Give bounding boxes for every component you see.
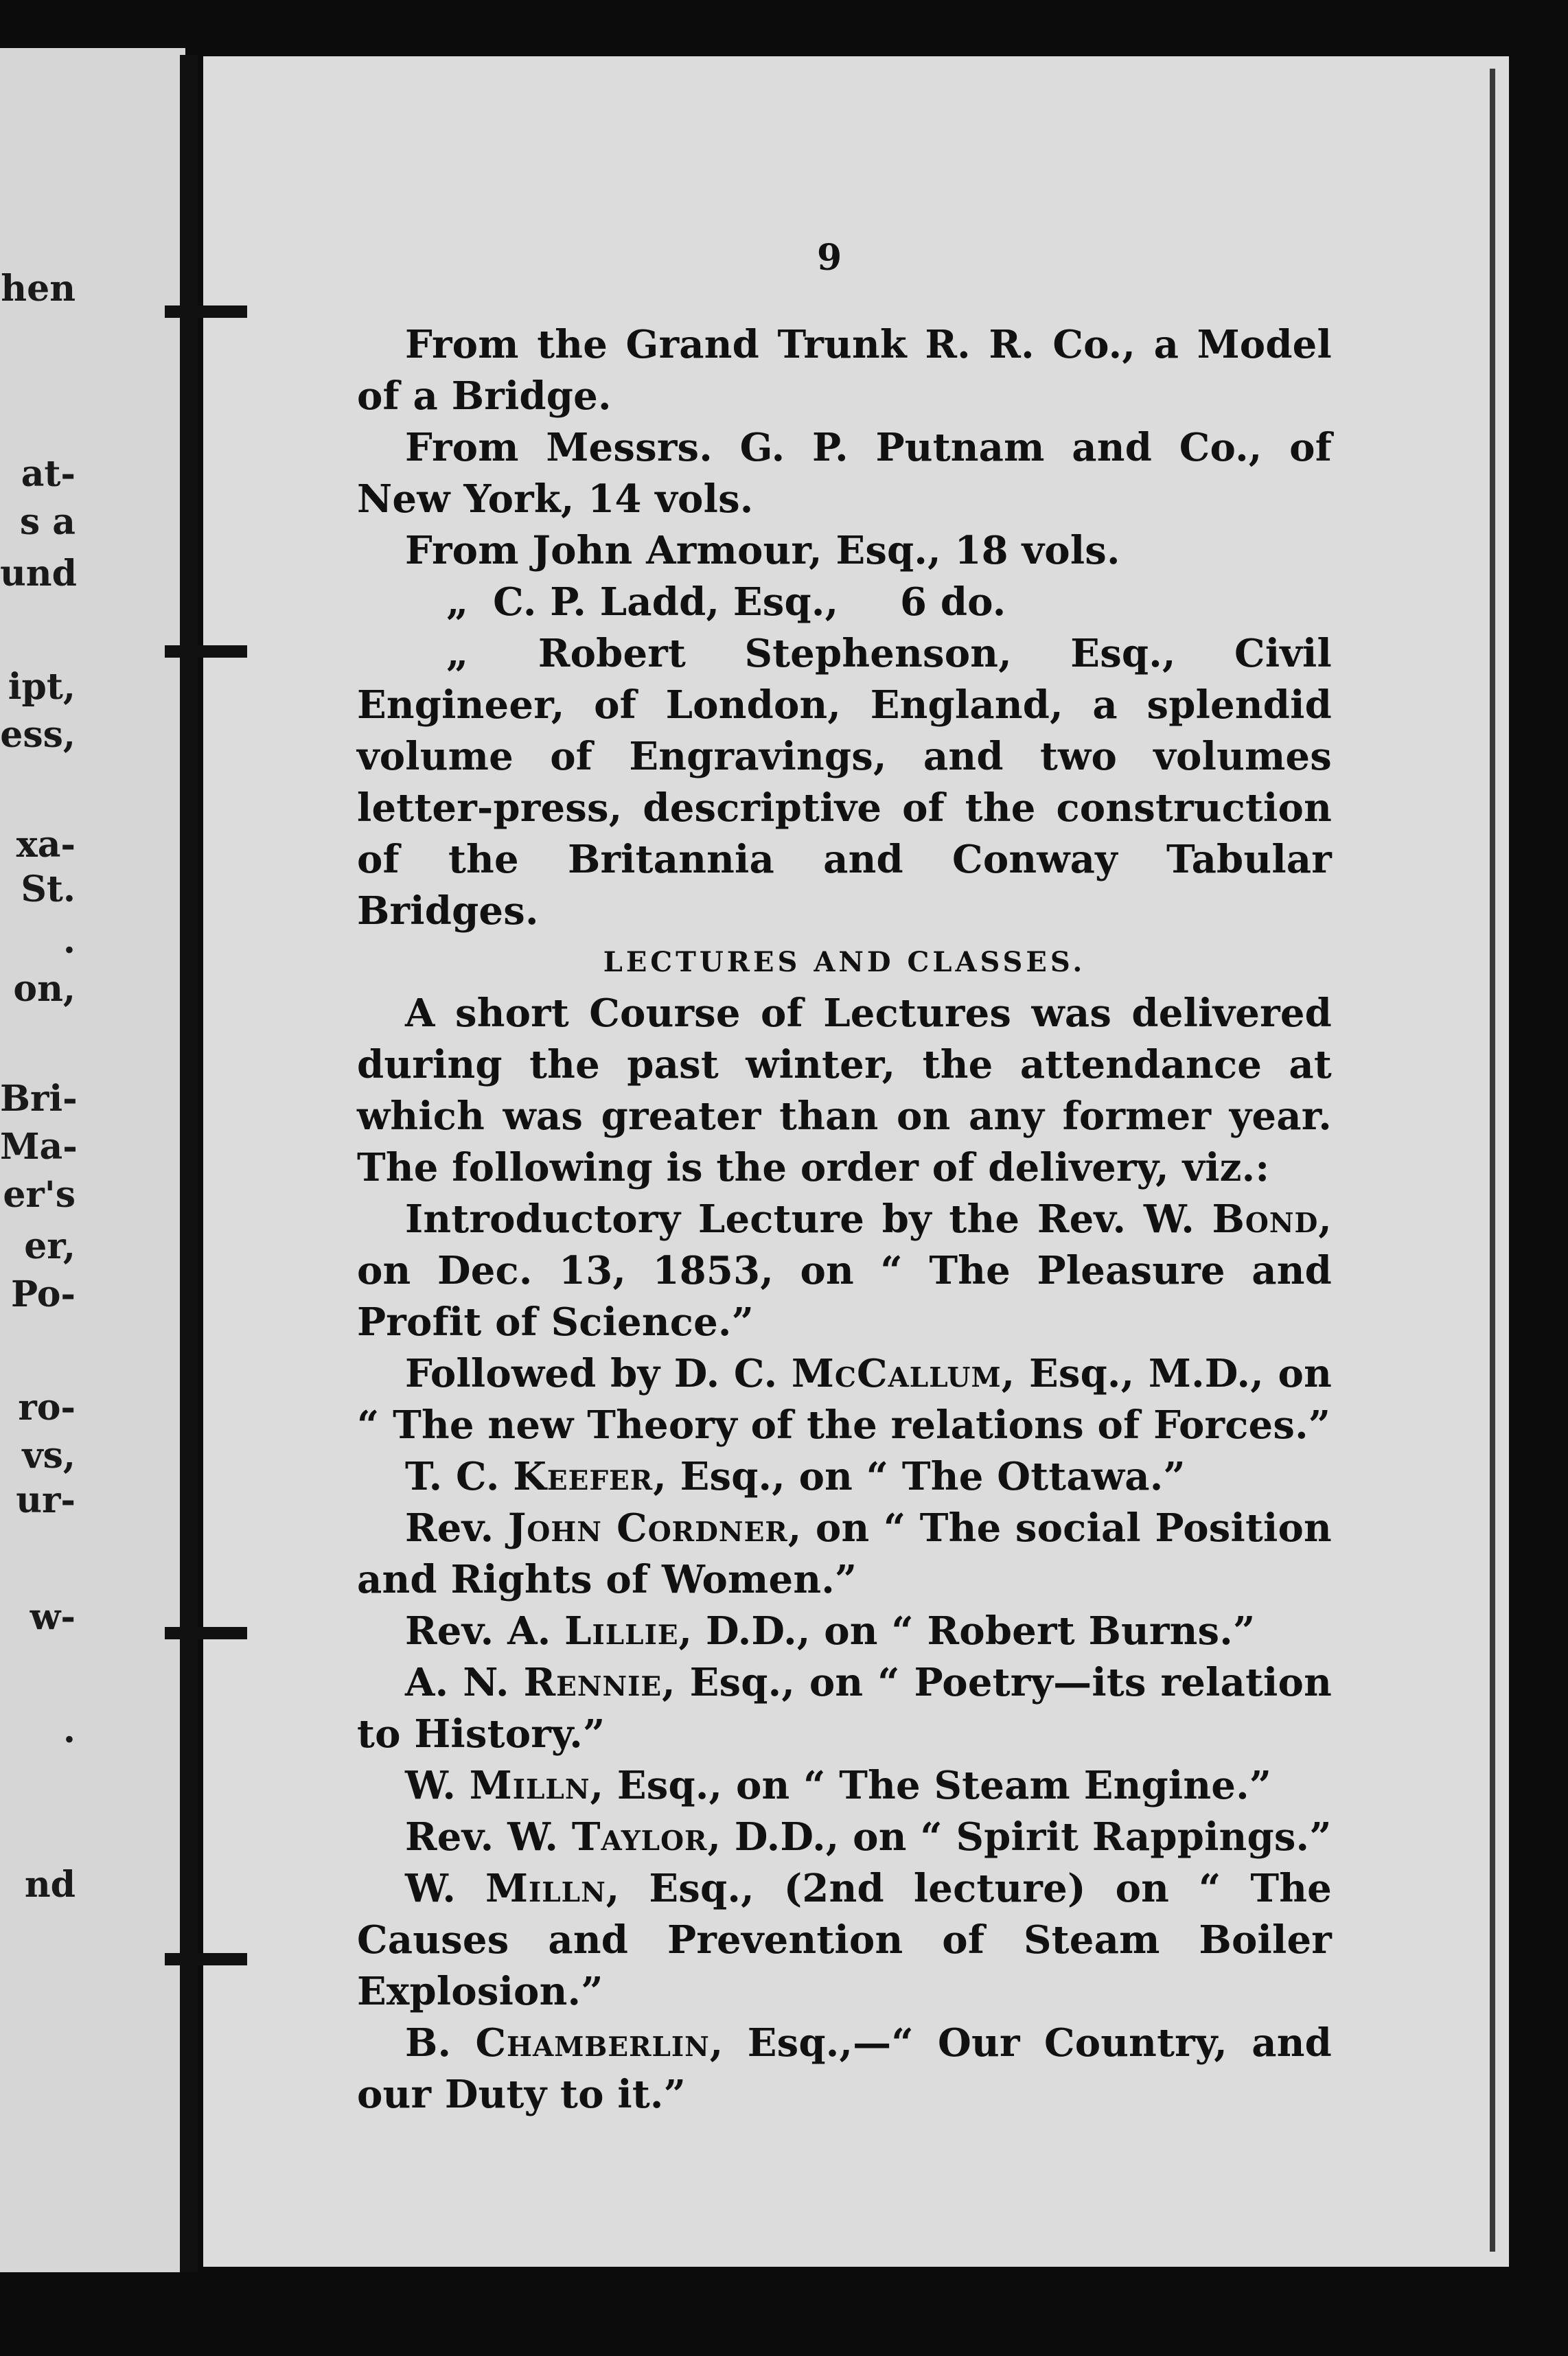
lecture-prefix: T. C. <box>405 1454 514 1499</box>
lecture-list <box>357 1194 1332 2121</box>
lecturer-name: Bond <box>1212 1197 1319 1242</box>
lecture-prefix: Rev. W. <box>405 1814 572 1860</box>
lecture-item <box>357 1348 1332 1451</box>
previous-page-fragment: er's <box>3 1174 76 1216</box>
page-edge-shadow <box>1490 69 1495 2252</box>
lecture-topic: , Esq., on “ The Ottawa.” <box>653 1454 1186 1499</box>
lecture-item <box>357 1194 1332 1348</box>
lecture-topic: , Esq.,—“ Our Country, and our Duty to it.” <box>357 2020 1332 2117</box>
lecture-prefix: Introductory Lecture by the Rev. W. <box>405 1197 1212 1242</box>
lecture-item <box>357 1760 1332 1812</box>
previous-page-fragment: hen <box>1 268 76 310</box>
lecturer-name: McCallum <box>791 1351 1002 1396</box>
previous-page-fragment: xa- <box>16 824 76 866</box>
ditto-mark: „ <box>446 579 469 625</box>
previous-page-fragment: Po- <box>11 1273 76 1315</box>
lecture-topic: , on “ The social Position and Rights of Women.” <box>357 1505 1332 1602</box>
lectures-intro: A short Course of Lectures was delivered during the past winter, the attendance at which was greater than on any former year. The following is the order of delivery, viz.: <box>357 991 1332 1190</box>
binding-stitch <box>165 1627 247 1639</box>
binding-stitch <box>165 1953 247 1965</box>
previous-page-fragment: nd <box>24 1864 76 1906</box>
previous-page-fragment: s a <box>19 501 76 543</box>
donation-ladd <box>357 577 1332 628</box>
lecture-prefix: W. <box>405 1866 486 1911</box>
donation-armour: From John Armour, Esq., 18 vols. <box>405 528 1120 573</box>
lecture-topic: , D.D., on “ Spirit Rappings.” <box>707 1814 1332 1860</box>
previous-page-fragment: Bri- <box>0 1078 78 1120</box>
donation-putnam: From Messrs. G. P. Putnam and Co., of New York, 14 vols. <box>357 425 1332 522</box>
lecture-prefix: B. <box>405 2020 476 2066</box>
lecture-prefix: Rev. <box>405 1505 508 1551</box>
lecture-topic: , Esq., (2nd lecture) on “ The Causes and Prevention of Steam Boiler Explosion.” <box>357 1866 1333 2014</box>
lecture-topic: , Esq., on “ The Steam Engine.” <box>590 1763 1272 1808</box>
previous-page-fragment: on, <box>13 968 76 1010</box>
lecture-prefix: W. <box>405 1763 470 1808</box>
lecture-item <box>357 2018 1332 2121</box>
lecture-item <box>357 1606 1332 1657</box>
lecture-item <box>357 1812 1332 1863</box>
donor-name: C. P. Ladd, Esq., <box>493 579 839 625</box>
lecture-prefix: Followed by D. C. <box>405 1351 792 1396</box>
donation-grand-trunk: From the Grand Trunk R. R. Co., a Model of a Bridge. <box>357 322 1332 419</box>
lecture-prefix: A. N. <box>405 1660 524 1705</box>
binding-stitch <box>165 305 247 318</box>
lecturer-name: Lillie <box>564 1608 679 1654</box>
previous-page-fragment: . <box>62 920 76 962</box>
lecture-item <box>357 1863 1332 2018</box>
binding-thread <box>180 55 198 2272</box>
donation-text: Robert Stephenson, Esq., Civil Engineer, of London, England, a splendid volume of Engravings, and two volumes letter-press, descriptive of the construction of the Britannia and Conway Tabular Bridges. <box>357 631 1332 934</box>
lecture-prefix: Rev. A. <box>405 1608 565 1654</box>
lecturer-name: Rennie <box>523 1660 662 1705</box>
lecture-topic: , on Dec. 13, 1853, on “ The Pleasure and Profit of Science.” <box>357 1197 1332 1345</box>
previous-page-fragment: St. <box>21 868 76 910</box>
previous-page-fragment: ur- <box>16 1479 76 1521</box>
previous-page-fragment: w- <box>30 1596 76 1638</box>
previous-page-fragment: at- <box>21 453 76 495</box>
lecture-item <box>357 1503 1332 1606</box>
lecture-topic: , Esq., M.D., on “ The new Theory of the relations of Forces.” <box>357 1351 1332 1448</box>
previous-page-fragment: er, <box>24 1225 76 1267</box>
previous-page-fragment: und <box>0 553 77 594</box>
lecture-topic: , Esq., on “ Poetry—its relation to History.” <box>357 1660 1332 1757</box>
lecturer-name: John Cordner <box>507 1505 788 1551</box>
lecture-item <box>357 1657 1332 1760</box>
previous-page-edge <box>0 48 185 2272</box>
lecturer-name: Taylor <box>571 1814 708 1860</box>
donation-stephenson <box>357 628 1332 937</box>
previous-page-fragment: ro- <box>18 1387 76 1429</box>
ditto-mark: „ <box>446 631 469 676</box>
previous-page-fragment: ipt, <box>8 666 76 708</box>
previous-page-fragment: ess, <box>0 714 76 756</box>
previous-page-fragment: vs, <box>22 1435 76 1477</box>
binding-stitch <box>165 645 247 658</box>
lecturer-name: Keefer <box>513 1454 654 1499</box>
page-number: 9 <box>817 237 842 279</box>
lecturer-name: Milln <box>485 1866 606 1911</box>
lecturer-name: Chamberlin <box>475 2020 710 2066</box>
donation-count: 6 do. <box>899 579 1006 625</box>
section-heading: LECTURES AND CLASSES. <box>603 946 1086 978</box>
previous-page-fragment: Ma- <box>0 1126 78 1168</box>
lecture-item <box>357 1451 1332 1503</box>
page-body <box>357 319 1332 2121</box>
lecturer-name: Milln <box>469 1763 590 1808</box>
lecture-topic: , D.D., on “ Robert Burns.” <box>678 1608 1256 1654</box>
previous-page-fragment: . <box>62 1709 76 1751</box>
